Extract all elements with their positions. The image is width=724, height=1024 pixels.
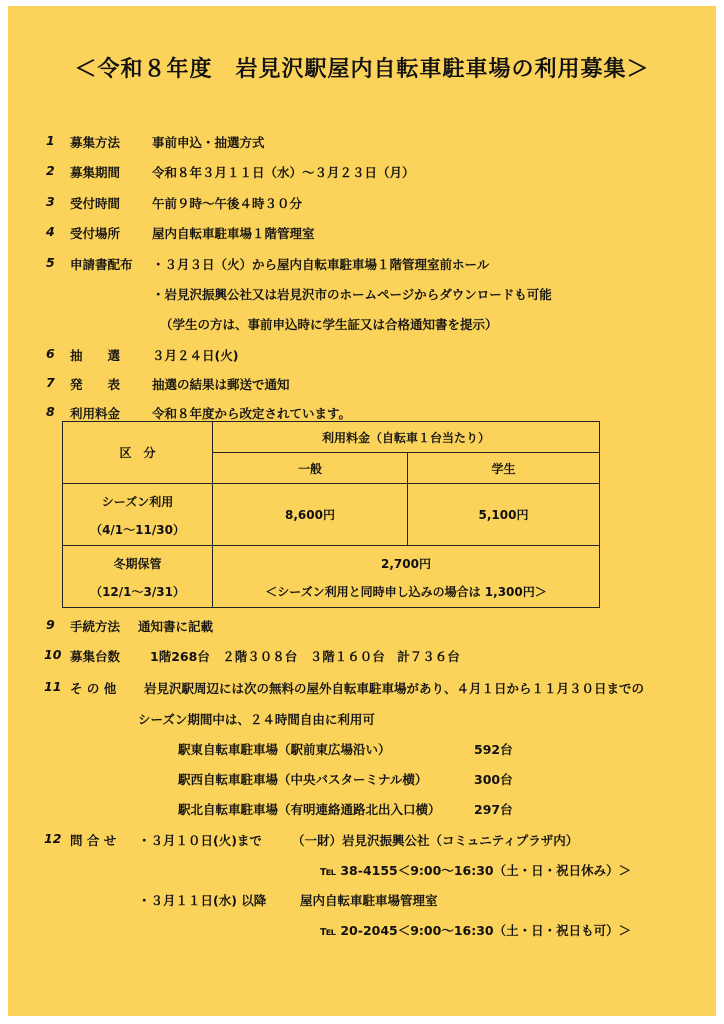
fee-combined: 2,700円: [381, 556, 431, 571]
header-division: 区 分: [63, 422, 213, 484]
item-label: 手続方法: [70, 619, 121, 634]
header-fee: 利用料金（自転車１台当たり）: [213, 422, 600, 453]
item-value: 1階268台 ２階３０８台 ３階１６０台 計７３６台: [150, 649, 460, 664]
item-number: 2: [46, 163, 55, 178]
item-label: 募集方法: [70, 135, 121, 150]
item-label: 募集台数: [70, 649, 121, 664]
page-title: ＜令和８年度 岩見沢駅屋内自転車駐車場の利用募集＞: [74, 57, 650, 82]
item-number: 7: [46, 375, 55, 390]
notice-sheet: [8, 6, 716, 1016]
item-number: 6: [46, 346, 55, 361]
parking-name: 駅東自転車駐車場（駅前東広場沿い）: [178, 742, 391, 757]
fee-table: [62, 421, 600, 608]
contact-tel: ℡ 20-2045＜9:00～16:30（土・日・祝日も可）＞: [320, 923, 632, 938]
item-label: 問 合 せ: [70, 833, 117, 848]
row-period: （4/1～11/30）: [90, 522, 185, 537]
fee-note: ＜シーズン利用と同時申し込みの場合は 1,300円＞: [265, 584, 547, 599]
item-value: 令和８年３月１１日（水）～３月２３日（月）: [152, 165, 415, 180]
row-period: （12/1～3/31）: [90, 584, 185, 599]
item-value: 岩見沢駅周辺には次の無料の屋外自転車駐車場があり、４月１日から１１月３０日までの: [144, 681, 645, 696]
parking-name: 駅北自転車駐車場（有明連絡通路北出入口横）: [178, 802, 441, 817]
item-value: 事前申込・抽選方式: [152, 135, 265, 150]
item-number: 9: [46, 617, 55, 632]
item-number: 11: [44, 679, 62, 694]
item-value: ・岩見沢振興公社又は岩見沢市のホームページからダウンロードも可能: [152, 287, 552, 302]
item-value: シーズン期間中は、２４時間自由に利用可: [138, 712, 375, 727]
contact-org: （一財）岩見沢振興公社（コミュニティプラザ内）: [292, 833, 579, 848]
item-label: 申請書配布: [70, 257, 133, 272]
item-value: 午前９時～午後４時３０分: [152, 196, 303, 211]
header-student: 学生: [408, 453, 600, 484]
item-label: 受付時間: [70, 196, 121, 211]
item-label: 抽 選: [70, 348, 121, 363]
item-number: 4: [46, 224, 55, 239]
item-label: 利用料金: [70, 406, 121, 421]
item-label: そ の 他: [70, 681, 117, 696]
item-value: ・３月３日（火）から屋内自転車駐車場１階管理室前ホール: [152, 257, 490, 272]
row-name: 冬期保管: [113, 556, 162, 571]
parking-count: 297台: [474, 802, 513, 817]
item-value: 令和８年度から改定されています。: [152, 406, 352, 421]
item-value: ３月２４日(火): [152, 348, 239, 363]
item-value: 通知書に記載: [138, 619, 214, 634]
parking-count: 300台: [474, 772, 513, 787]
item-number: 12: [44, 831, 62, 846]
item-number: 8: [46, 404, 55, 419]
fee-winter: [213, 546, 600, 608]
item-number: 10: [44, 647, 62, 662]
row-winter: [63, 546, 213, 608]
parking-count: 592台: [474, 742, 513, 757]
row-season: [63, 484, 213, 546]
contact-org: 屋内自転車駐車場管理室: [300, 893, 438, 908]
parking-name: 駅西自転車駐車場（中央バスターミナル横）: [178, 772, 428, 787]
item-label: 募集期間: [70, 165, 121, 180]
item-number: 3: [46, 194, 55, 209]
contact-when: ・３月１１日(水) 以降: [138, 893, 267, 908]
contact-tel: ℡ 38-4155＜9:00～16:30（土・日・祝日休み）＞: [320, 863, 632, 878]
item-label: 発 表: [70, 377, 121, 392]
fee-general: 8,600円: [213, 484, 408, 546]
contact-when: ・３月１０日(火)まで: [138, 833, 262, 848]
item-value: 屋内自転車駐車場１階管理室: [152, 226, 315, 241]
header-general: 一般: [213, 453, 408, 484]
item-value: 抽選の結果は郵送で通知: [152, 377, 290, 392]
item-label: 受付場所: [70, 226, 121, 241]
fee-student: 5,100円: [408, 484, 600, 546]
item-note: （学生の方は、事前申込時に学生証又は合格通知書を提示）: [160, 317, 498, 332]
item-number: 1: [46, 133, 55, 148]
item-number: 5: [46, 255, 55, 270]
row-name: シーズン利用: [101, 494, 174, 509]
